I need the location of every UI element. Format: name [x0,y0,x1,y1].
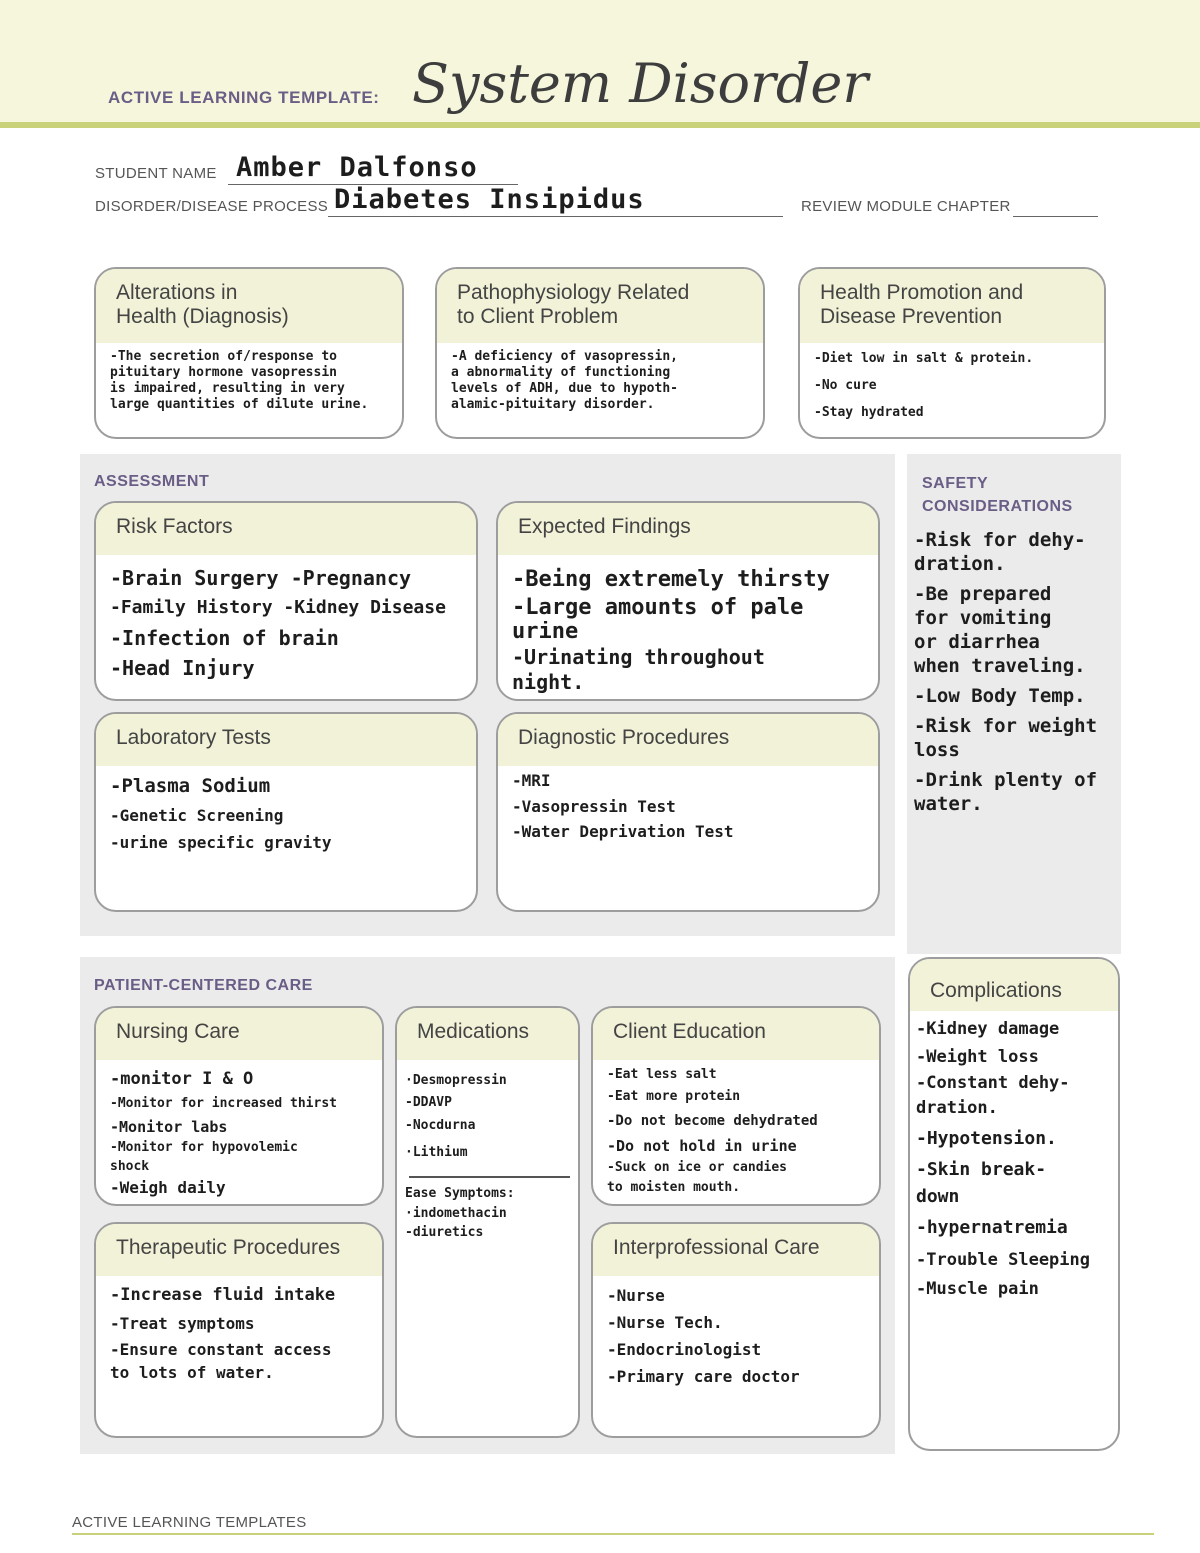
medications-title: Medications [417,1020,530,1043]
list-item: -Being extremely thirsty [512,567,830,592]
alterations-body[interactable] [96,343,402,413]
list-item: water. [914,793,983,815]
laboratory-tests-box [94,712,478,912]
list-item: Ease Symptoms: [405,1186,515,1201]
chapter-label: REVIEW MODULE CHAPTER [801,198,1011,215]
diagnostic-procedures-box [496,712,880,912]
risk-factors-body[interactable] [96,555,476,683]
alterations-header [96,269,402,343]
list-item: -Be prepared [914,583,1052,605]
list-item: -Weight loss [916,1047,1039,1067]
expected-findings-title: Expected Findings [518,515,691,538]
list-item: -Nocdurna [405,1118,476,1133]
disorder-value[interactable]: Diabetes Insipidus [334,184,645,215]
list-item: -MRI [512,771,551,790]
list-item: dration. [916,1098,998,1118]
list-item: -Hypotension. [916,1128,1057,1149]
list-item: pituitary hormone vasopressin [110,365,337,380]
interprofessional-care-title: Interprofessional Care [613,1236,820,1259]
list-item: -Treat symptoms [110,1314,255,1333]
nursing-care-title: Nursing Care [116,1020,240,1043]
alterations-title-2: Health (Diagnosis) [116,305,289,328]
list-item: -Water Deprivation Test [512,822,734,841]
list-item: -Genetic Screening [110,806,284,825]
safety-title [922,472,1073,518]
list-item: a abnormality of functioning [451,365,671,380]
health-promotion-box [798,267,1106,439]
complications-body[interactable] [910,1011,1118,1303]
list-item: -Nurse Tech. [607,1313,723,1332]
list-item: dration. [914,553,1006,575]
list-item: -DDAVP [405,1095,452,1110]
safety-title-2: CONSIDERATIONS [922,498,1073,515]
list-item: -Drink plenty of [914,769,1098,791]
list-item: -Risk for dehy- [914,529,1086,551]
list-item: -Low Body Temp. [914,685,1086,707]
list-item: urine [512,621,579,643]
list-item: -No cure [814,378,877,393]
list-item: -The secretion of/response to [110,349,337,364]
alterations-title-1: Alterations in [116,281,238,304]
list-item: -diuretics [405,1225,484,1240]
list-item: ·Lithium [405,1145,468,1160]
list-item: -Nurse [607,1286,665,1305]
list-item: -Skin break- [916,1159,1047,1180]
risk-factors-title: Risk Factors [116,515,233,538]
student-name-value[interactable]: Amber Dalfonso [236,152,478,183]
list-item: when traveling. [914,655,1086,677]
list-item: ·Desmopressin [405,1073,507,1088]
list-item: levels of ADH, due to hypoth- [451,381,678,396]
laboratory-tests-title: Laboratory Tests [116,726,271,749]
list-item: night. [512,671,585,693]
list-item: -Do not become dehydrated [607,1113,818,1129]
list-item: -Endocrinologist [607,1340,762,1359]
list-item: -Primary care doctor [607,1367,800,1386]
list-item: -Ensure constant access [110,1340,332,1359]
student-name-label: STUDENT NAME [95,165,217,182]
list-item: -Plasma Sodium [110,775,271,797]
list-item: -Monitor labs [110,1118,228,1136]
diagnostic-procedures-title: Diagnostic Procedures [518,726,730,749]
list-item: -Eat less salt [607,1067,717,1082]
list-item: large quantities of dilute urine. [110,397,369,412]
health-promotion-body[interactable] [800,343,1104,426]
nursing-care-header [96,1008,382,1060]
list-item: -monitor I & O [110,1069,254,1089]
list-item: or diarrhea [914,631,1040,653]
list-item: for vomiting [914,607,1052,629]
client-education-title: Client Education [613,1020,766,1043]
medications-body[interactable] [397,1060,578,1242]
alterations-box [94,267,404,439]
risk-factors-header [96,503,476,555]
client-education-box [591,1006,881,1206]
list-item: shock [110,1159,150,1174]
therapeutic-procedures-body[interactable] [96,1276,382,1384]
medications-box [395,1006,580,1438]
list-item: -Urinating throughout [512,645,765,669]
list-item: alamic-pituitary disorder. [451,397,655,412]
list-item: -Kidney damage [916,1019,1060,1039]
list-item: -urine specific gravity [110,833,332,852]
complications-box [908,957,1120,1451]
risk-factors-box [94,501,478,701]
list-item: -Constant dehy- [916,1073,1070,1093]
therapeutic-procedures-header [96,1224,382,1276]
list-item: -hypernatremia [916,1217,1068,1238]
disorder-line [328,216,783,217]
diagnostic-procedures-body[interactable] [498,766,878,844]
diagnostic-procedures-header [498,714,878,766]
expected-findings-box [496,501,880,701]
expected-findings-body[interactable] [498,555,878,693]
pathophysiology-header [437,269,763,343]
safety-body[interactable] [914,528,1114,816]
header-rule [0,122,1200,128]
template-label: ACTIVE LEARNING TEMPLATE: [108,88,380,107]
client-education-body[interactable] [593,1060,879,1198]
client-education-header [593,1008,879,1060]
laboratory-tests-body[interactable] [96,766,476,856]
medications-divider [409,1176,570,1178]
list-item: down [916,1186,960,1207]
interprofessional-care-box [591,1222,881,1438]
list-item: -Risk for weight [914,715,1098,737]
pathophysiology-body[interactable] [437,343,763,413]
list-item: loss [914,739,960,761]
medications-header [397,1008,578,1060]
list-item: -Monitor for increased thirst [110,1096,337,1111]
footer-rule [72,1533,1154,1535]
health-promotion-title-1: Health Promotion and [820,281,1024,304]
therapeutic-procedures-title: Therapeutic Procedures [116,1236,341,1259]
patient-care-title: PATIENT-CENTERED CARE [94,977,313,994]
list-item: is impaired, resulting in very [110,381,345,396]
list-item: -Vasopressin Test [512,797,676,816]
template-title: System Disorder [412,52,869,115]
pathophysiology-title-1: Pathophysiology Related [457,281,690,304]
health-promotion-header [800,269,1104,343]
list-item: -Family History -Kidney Disease [110,597,446,618]
list-item: -Brain Surgery -Pregnancy [110,566,412,590]
list-item: to moisten mouth. [607,1180,741,1195]
list-item: -Do not hold in urine [607,1137,797,1155]
assessment-title: ASSESSMENT [94,473,210,490]
nursing-care-body[interactable] [96,1060,382,1200]
list-item: -Head Injury [110,656,255,680]
list-item: -Trouble Sleeping [916,1250,1090,1270]
list-item: -Stay hydrated [814,405,924,420]
nursing-care-box [94,1006,384,1206]
list-item: -Muscle pain [916,1279,1039,1299]
interprofessional-care-header [593,1224,879,1276]
therapeutic-procedures-box [94,1222,384,1438]
interprofessional-care-body[interactable] [593,1276,879,1390]
complications-title: Complications [930,979,1062,1002]
chapter-line [1013,216,1098,217]
list-item: ·indomethacin [405,1206,507,1221]
disorder-label: DISORDER/DISEASE PROCESS [95,198,329,215]
pathophysiology-box [435,267,765,439]
list-item: -A deficiency of vasopressin, [451,349,678,364]
list-item: -Increase fluid intake [110,1285,336,1305]
footer-label: ACTIVE LEARNING TEMPLATES [72,1514,307,1531]
list-item: -Eat more protein [607,1089,741,1104]
safety-title-1: SAFETY [922,475,989,492]
list-item: -Monitor for hypovolemic [110,1140,298,1155]
list-item: -Diet low in salt & protein. [814,351,1034,366]
health-promotion-title-2: Disease Prevention [820,305,1003,328]
list-item: -Large amounts of pale [512,595,804,620]
list-item: -Suck on ice or candies [607,1160,788,1175]
laboratory-tests-header [96,714,476,766]
list-item: to lots of water. [110,1363,274,1382]
list-item: -Infection of brain [110,626,339,650]
complications-header [910,959,1118,1011]
expected-findings-header [498,503,878,555]
list-item: -Weigh daily [110,1178,226,1197]
pathophysiology-title-2: to Client Problem [457,305,619,328]
